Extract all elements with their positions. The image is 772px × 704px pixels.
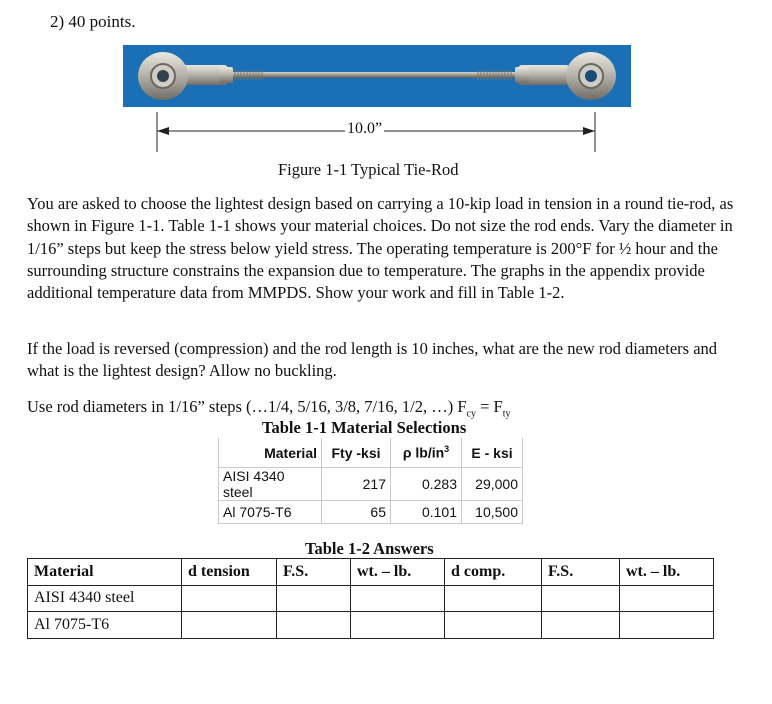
- table2-header-d-tension: d tension: [182, 559, 277, 586]
- table1-cell-e: 10,500: [462, 501, 523, 524]
- right-arrowhead: [583, 127, 595, 135]
- answer-cell[interactable]: [277, 612, 351, 639]
- left-arrowhead: [157, 127, 169, 135]
- answer-cell[interactable]: [445, 612, 542, 639]
- table1-cell-e: 29,000: [462, 468, 523, 501]
- answer-cell[interactable]: [620, 612, 714, 639]
- table-row: [28, 585, 714, 612]
- table1-cell-material: Al 7075-T6: [219, 501, 322, 524]
- problem-paragraph-2: If the load is reversed (compression) and the rod length is 10 inches, what are the new rod diameters and what is the lightest design? Allow no buckling.: [27, 339, 718, 381]
- table-row: [219, 501, 523, 524]
- table1-header-e: E - ksi: [462, 438, 523, 468]
- table2-header-wt-tension: wt. – lb.: [351, 559, 445, 586]
- table1-header-row: [219, 438, 523, 468]
- table2-header-d-comp: d comp.: [445, 559, 542, 586]
- table2-title: Table 1-2 Answers: [305, 539, 434, 558]
- table1-cell-fty: 65: [322, 501, 391, 524]
- table1-cell-material: AISI 4340 steel: [219, 468, 322, 501]
- table2-header-fs-tension: F.S.: [277, 559, 351, 586]
- table2-cell-material: Al 7075-T6: [28, 612, 182, 639]
- table2-cell-material: AISI 4340 steel: [28, 585, 182, 612]
- answer-cell[interactable]: [542, 585, 620, 612]
- table-row: [28, 612, 714, 639]
- table2-header-material: Material: [28, 559, 182, 586]
- table1-header-rho: ρ $lb/in^3$: [391, 438, 462, 468]
- answer-cell[interactable]: [620, 585, 714, 612]
- answer-cell[interactable]: [277, 585, 351, 612]
- answer-cell[interactable]: [182, 612, 277, 639]
- table-row: [219, 468, 523, 501]
- rod-shaft: [218, 72, 533, 78]
- table2-header-row: [28, 559, 714, 586]
- diameter-steps-note: Use rod diameters in 1/16” steps (…1/4, 5/16, 3/8, 7/16, 1/2, …) $F_{cy} = F_{ty}$: [27, 397, 511, 420]
- table1-cell-rho: 0.283: [391, 468, 462, 501]
- table1-title: Table 1-1 Material Selections: [262, 418, 467, 437]
- table1-header-material: Material: [219, 438, 322, 468]
- table1-header-fty: Fty -ksi: [322, 438, 391, 468]
- answer-cell[interactable]: [445, 585, 542, 612]
- answer-cell[interactable]: [351, 585, 445, 612]
- answers-table: [27, 558, 714, 639]
- problem-paragraph-1: You are asked to choose the lightest design based on carrying a 10-kip load in tension in a round tie-rod, as shown in Figure 1-1. Table 1-1 shows your material choices. Do not size the rod ends. Vary the diameter in 1/16” steps but keep the stress below yield stress. The operating temperature is 200°F for ½ hour and the surrounding structure constrains the expansion due to temperature. The graphs in the appendix provide additional temperature data from MMPDS. Show your work and fill in Table 1-2.: [27, 194, 734, 303]
- dimension-label: 10.0”: [347, 120, 383, 137]
- answer-cell[interactable]: [351, 612, 445, 639]
- answer-cell[interactable]: [182, 585, 277, 612]
- table2-header-wt-comp: wt. – lb.: [620, 559, 714, 586]
- figure-caption: Figure 1-1 Typical Tie-Rod: [278, 160, 459, 179]
- table1-cell-rho: 0.101: [391, 501, 462, 524]
- problem-header: 2) 40 points.: [50, 12, 136, 31]
- material-selections-table: [218, 438, 523, 524]
- answer-cell[interactable]: [542, 612, 620, 639]
- table1-cell-fty: 217: [322, 468, 391, 501]
- table2-header-fs-comp: F.S.: [542, 559, 620, 586]
- tie-rod-photo: [123, 45, 631, 107]
